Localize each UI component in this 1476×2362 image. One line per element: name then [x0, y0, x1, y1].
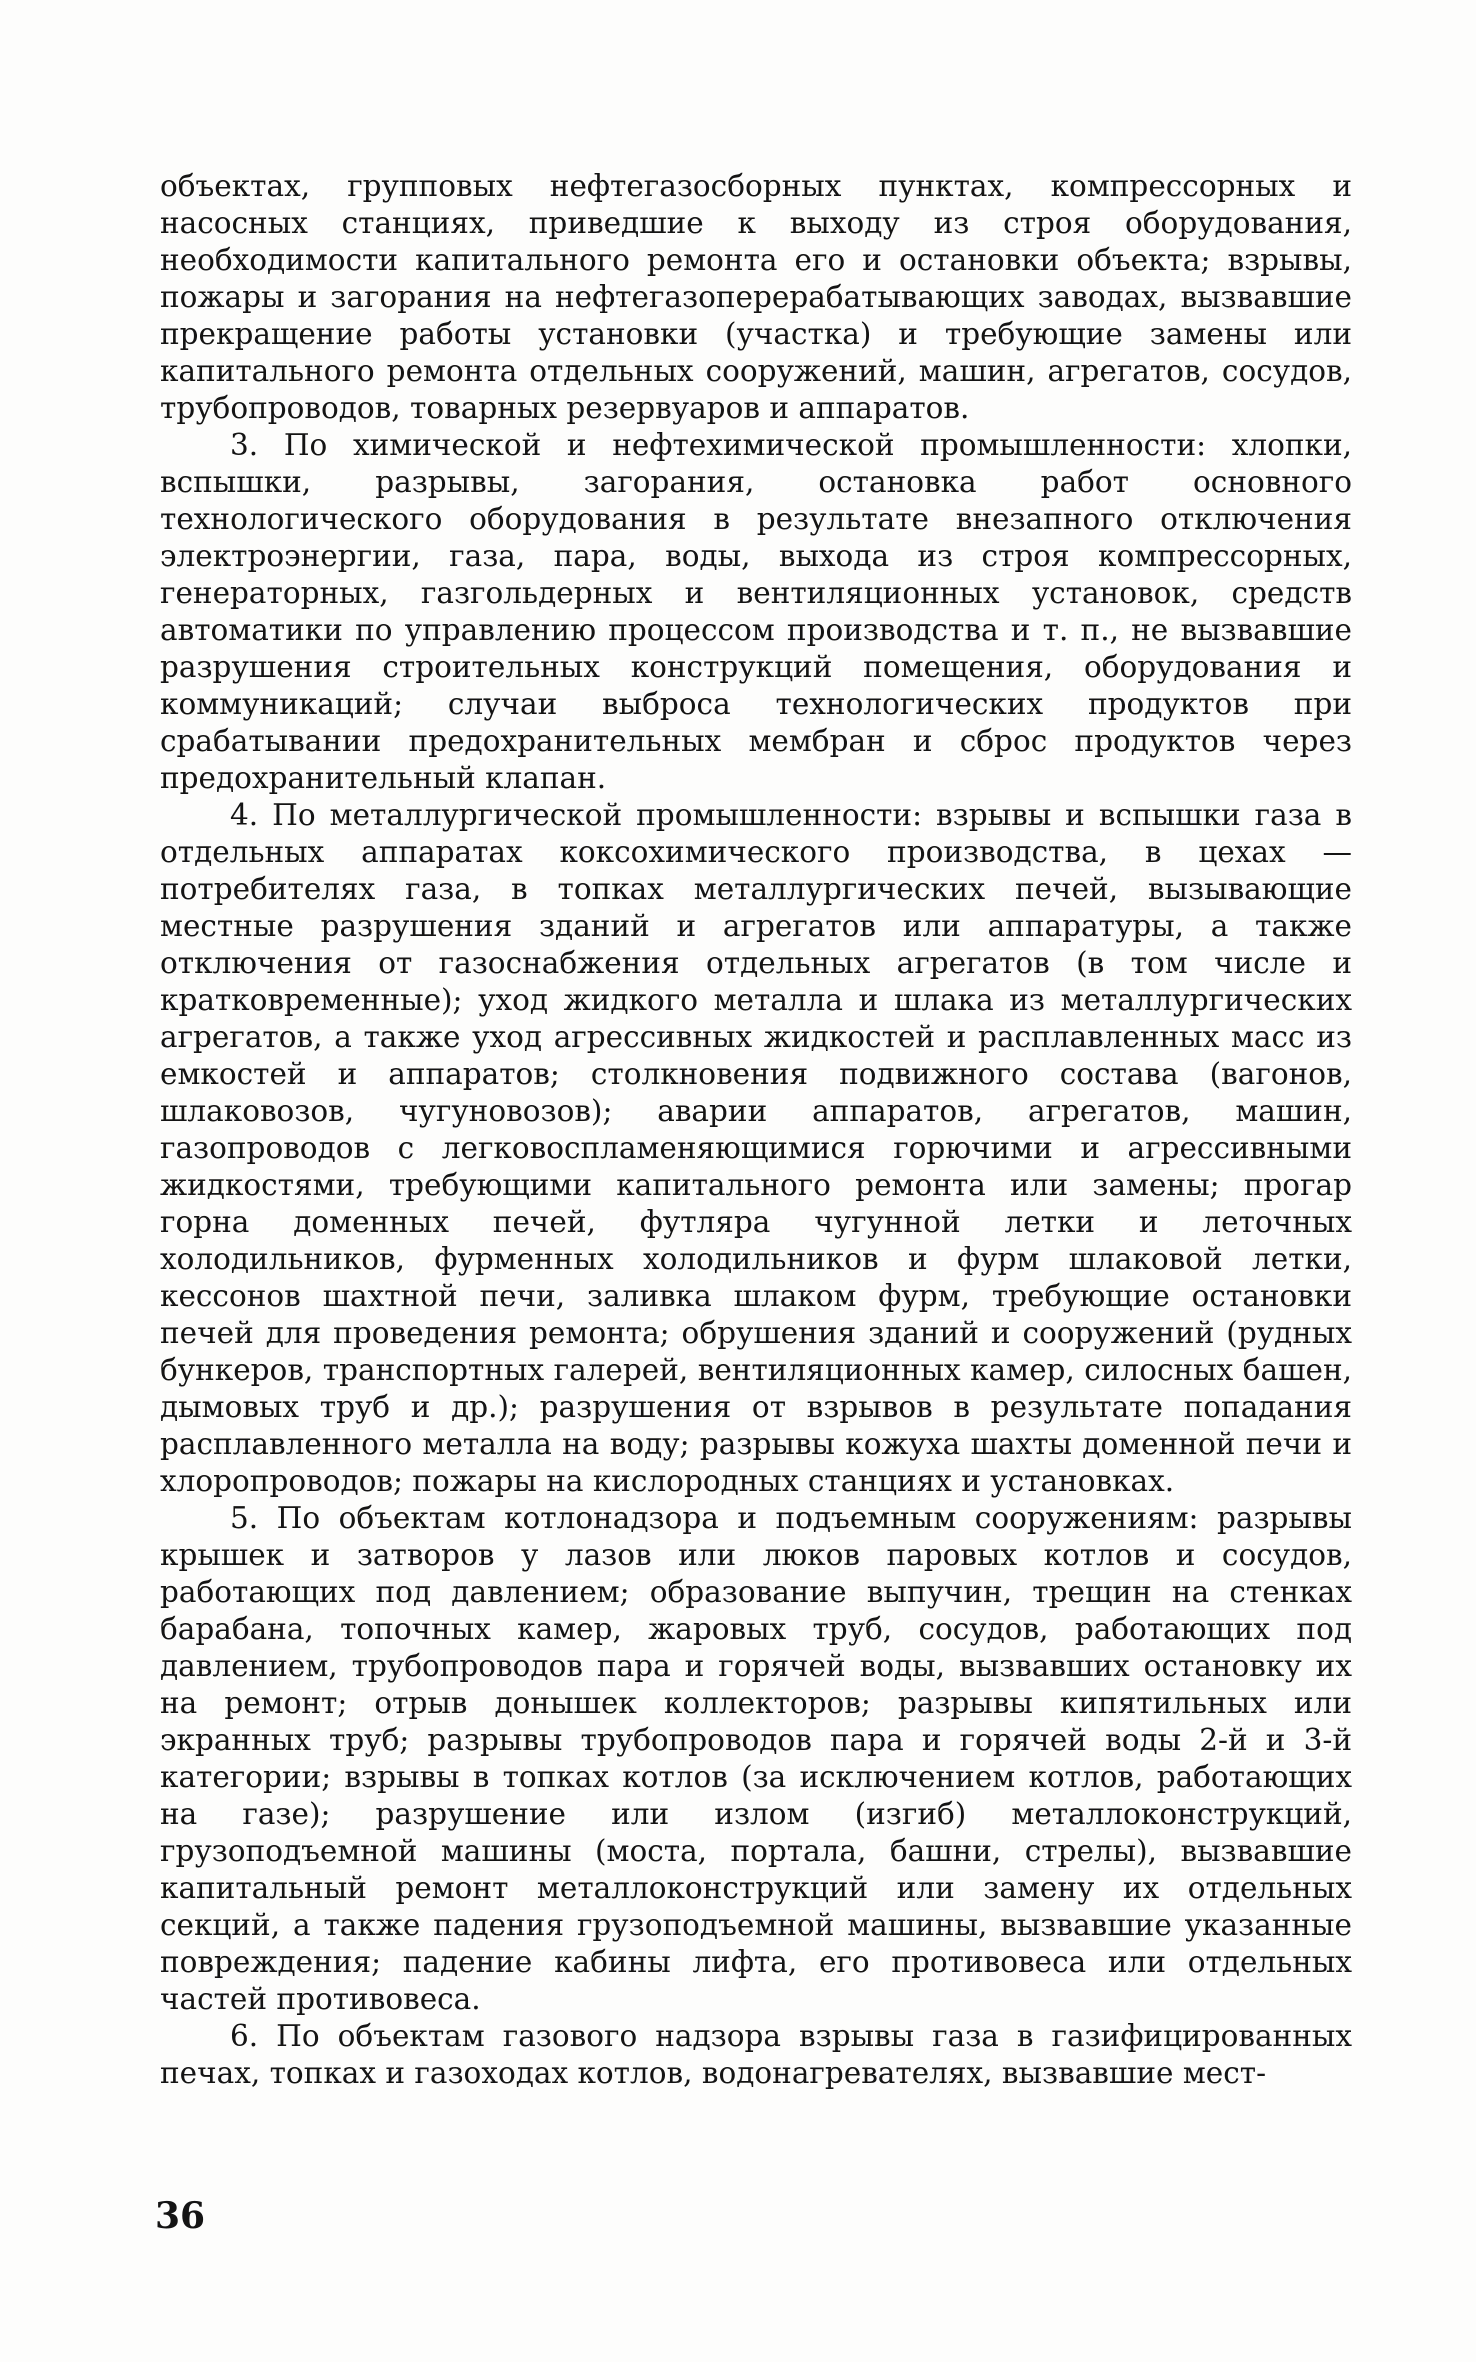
paragraph-boiler-supervision: 5. По объектам котлонадзора и подъемным сооружениям: разрывы крышек и затворов у лазов или люков паровых котлов и сосудов, работающих под давлением; образование выпучин, трещин на стенках барабана, топочных камер, жаровых труб, сосудов, работающих под давлением, трубопроводов пара и горячей воды, вызвавших остановку их на ремонт; отрыв донышек коллекторов; разрывы кипятильных или экранных труб; разрывы трубопроводов пара и горячей воды 2-й и 3-й категории; взрывы в топках котлов (за исключением котлов, работающих на газе); разрушение или излом (изгиб) металлоконструкций, грузоподъемной машины (моста, портала, башни, стрелы), вызвавшие капитальный ремонт металлоконструкций или замену их отдельных секций, а также падения грузоподъемной машины, вызвавшие указанные повреждения; падение кабины лифта, его противовеса или отдельных частей противовеса. — [160, 1501, 1352, 2016]
paragraph-chemical-industry: 3. По химической и нефтехимической промышленности: хлопки, вспышки, разрывы, загорания, остановка работ основного технологического оборудования в результате внезапного отключения электроэнергии, газа, пара, воды, выхода из строя компрессорных, генераторных, газгольдерных и вентиляционных установок, средств автоматики по управлению процессом производства и т. п., не вызвавшие разрушения строительных конструкций помещения, оборудования и коммуникаций; случаи выброса технологических продуктов при срабатывании предохранительных мембран и сброс продуктов через предохранительный клапан. — [160, 428, 1352, 795]
body-text — [160, 168, 1352, 2092]
page-number: 36 — [155, 2195, 206, 2237]
paragraph-continuation: объектах, групповых нефтегазосборных пунктах, компрессорных и насосных станциях, приведшие к выходу из строя оборудования, необходимости капитального ремонта его и остановки объекта; взрывы, пожары и загорания на нефтегазоперерабатывающих заводах, вызвавшие прекращение работы установки (участка) и требующие замены или капитального ремонта отдельных сооружений, машин, агрегатов, сосудов, трубопроводов, товарных резервуаров и аппаратов. — [160, 169, 1352, 425]
paragraph-metallurgical-industry: 4. По металлургической промышленности: взрывы и вспышки газа в отдельных аппаратах коксохимического производства, в цехах — потребителях газа, в топках металлургических печей, вызывающие местные разрушения зданий и агрегатов или аппаратуры, а также отключения от газоснабжения отдельных агрегатов (в том числе и кратковременные); уход жидкого металла и шлака из металлургических агрегатов, а также уход агрессивных жидкостей и расплавленных масс из емкостей и аппаратов; столкновения подвижного состава (вагонов, шлаковозов, чугуновозов); аварии аппаратов, агрегатов, машин, газопроводов с легковоспламеняющимися горючими и агрессивными жидкостями, требующими капитального ремонта или замены; прогар горна доменных печей, футляра чугунной летки и леточных холодильников, фурменных холодильников и фурм шлаковой летки, кессонов шахтной печи, заливка шлаком фурм, требующие остановки печей для проведения ремонта; обрушения зданий и сооружений (рудных бункеров, транспортных галерей, вентиляционных камер, силосных башен, дымовых труб и др.); разрушения от взрывов в результате попадания расплавленного металла на воду; разрывы кожуха шахты доменной печи и хлоропроводов; пожары на кислородных станциях и установках. — [160, 798, 1352, 1498]
paragraph-gas-supervision: 6. По объектам газового надзора взрывы газа в газифицированных печах, топках и газоходах котлов, водонагревателях, вызвавшие мест- — [160, 2019, 1352, 2090]
